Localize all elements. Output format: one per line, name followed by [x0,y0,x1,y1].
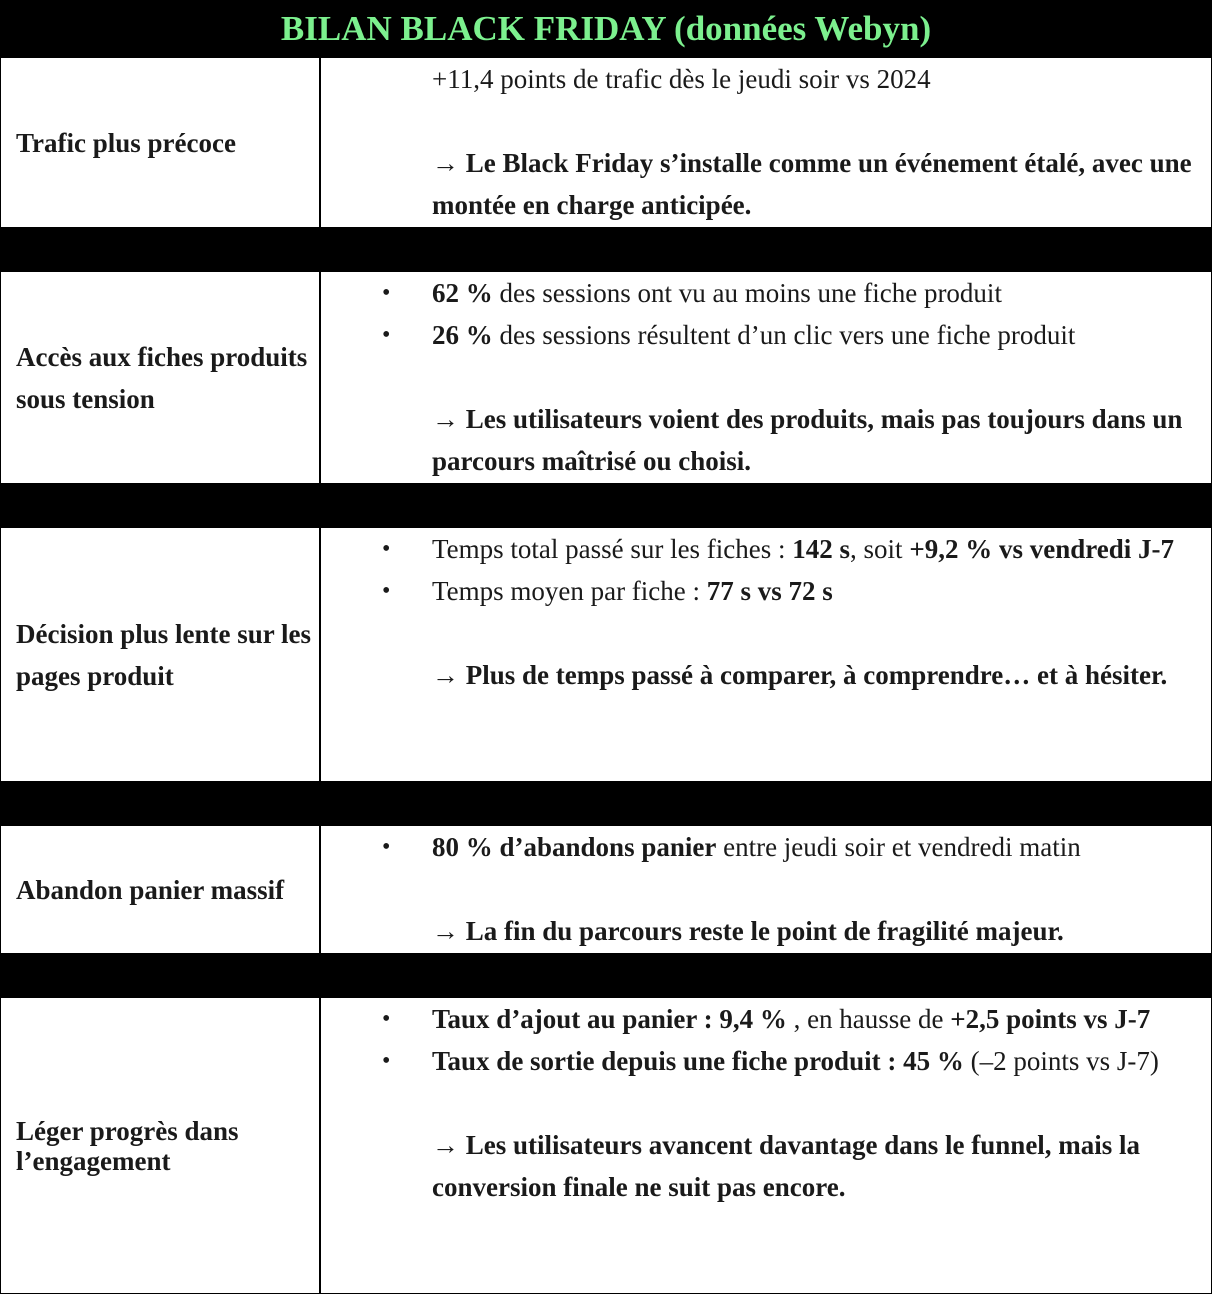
row-conclusion [323,398,1212,482]
bullet-list [323,528,1212,612]
row-label: Accès aux fiches produits sous tension [0,272,321,483]
list-item [323,826,1212,868]
row-label: Décision plus lente sur les pages produit [0,528,321,781]
row-label: Abandon panier massif [0,826,321,953]
row-text: +11,4 points de trafic dès le jeudi soir vs 2024 [432,64,931,94]
row-content [323,528,1212,781]
bullet-bold: Taux d’ajout au panier : 9,4 % [432,1004,787,1034]
bullet-text: (–2 points vs J-7) [963,1046,1159,1076]
row-label: Léger progrès dans l’engagement [0,998,321,1294]
conclusion-text: → Plus de temps passé à comparer, à comprendre… et à hésiter. [432,660,1168,690]
bullet-list [323,826,1212,868]
list-item [323,1040,1212,1082]
bullet-text: Temps total passé sur les fiches : [432,534,793,564]
conclusion-text: → Les utilisateurs voient des produits, mais pas toujours dans un parcours maîtrisé ou choisi. [432,404,1183,476]
row-separator [0,228,1212,272]
table-title: BILAN BLACK FRIDAY (données Webyn) [0,0,1212,58]
table-row [0,272,1212,484]
list-item [323,528,1212,570]
bullet-bold: 26 % [432,320,493,350]
bullet-text: , soit [850,534,910,564]
bullet-bold: +2,5 points vs J-7 [950,1004,1151,1034]
table-row [0,998,1212,1294]
row-separator [0,782,1212,826]
bullet-bold: 62 % [432,278,493,308]
bullet-text: des sessions ont vu au moins une fiche produit [492,278,1002,308]
row-separator [0,484,1212,528]
conclusion-text: → Les utilisateurs avancent davantage dans le funnel, mais la conversion finale ne suit pas encore. [432,1130,1141,1202]
row-content [323,272,1212,483]
row-conclusion [323,654,1212,696]
conclusion-text: → La fin du parcours reste le point de fragilité majeur. [432,916,1064,946]
bullet-list [323,998,1212,1082]
bullet-bold: Taux de sortie depuis une fiche produit : 45 % [432,1046,964,1076]
row-content [323,826,1212,953]
bullet-text: , en hausse de [786,1004,951,1034]
bullet-bold: 77 s vs 72 s [706,576,833,606]
row-conclusion [323,1124,1212,1208]
row-content [323,998,1212,1294]
row-label: Trafic plus précoce [0,58,321,227]
bullet-text: des sessions résultent d’un clic vers une fiche produit [492,320,1076,350]
row-separator [0,954,1212,998]
bullet-text: entre jeudi soir et vendredi matin [716,832,1081,862]
table-row [0,58,1212,228]
bullet-text: Temps moyen par fiche : [432,576,707,606]
table-row [0,826,1212,954]
bullet-bold: 80 % d’abandons panier [432,832,717,862]
row-conclusion [323,910,1212,952]
table-row [0,528,1212,782]
list-item [323,998,1212,1040]
bullet-list [323,272,1212,356]
list-item [323,314,1212,356]
row-conclusion [323,142,1212,226]
list-item [323,570,1212,612]
row-content [323,58,1212,227]
bullet-bold: 142 s [792,534,851,564]
bullet-bold: +9,2 % vs vendredi J-7 [909,534,1174,564]
list-item [323,272,1212,314]
conclusion-text: → Le Black Friday s’installe comme un événement étalé, avec une montée en charge anticipée. [432,148,1192,220]
